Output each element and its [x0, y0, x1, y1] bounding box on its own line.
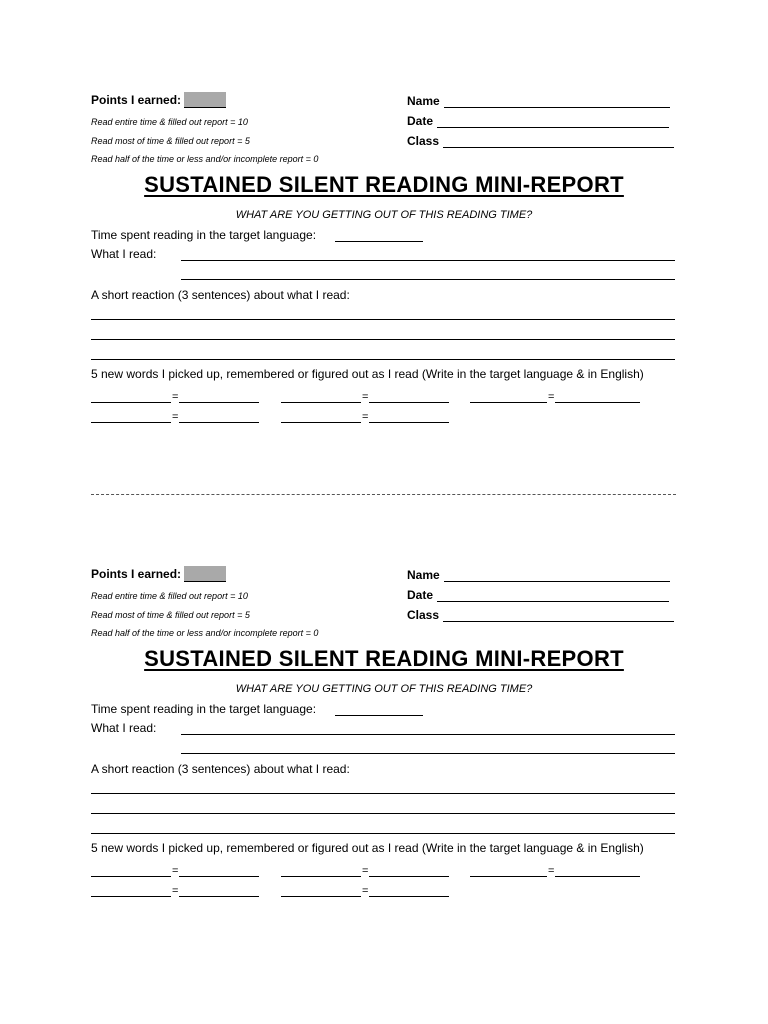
word-target-field[interactable] — [281, 412, 361, 423]
new-words-label: 5 new words I picked up, remembered or figured out as I read (Write in the target language & in English) — [91, 841, 644, 855]
date-field[interactable] — [437, 115, 669, 128]
class-row — [407, 606, 674, 622]
word-target-field[interactable] — [91, 412, 171, 423]
report-title: SUSTAINED SILENT READING MINI-REPORT — [144, 646, 624, 671]
what-i-read-label: What I read: — [91, 721, 157, 735]
word-english-field[interactable] — [179, 412, 259, 423]
word-english-field[interactable] — [179, 866, 259, 877]
word-target-field[interactable] — [470, 392, 547, 403]
equals-sign: = — [172, 391, 179, 403]
time-spent-label: Time spent reading in the target language: — [91, 228, 317, 242]
scoring-rule: Read entire time & filled out report = 10 — [91, 591, 248, 601]
reaction-label: A short reaction (3 sentences) about what I read: — [91, 762, 350, 776]
report-subtitle: WHAT ARE YOU GETTING OUT OF THIS READING TIME? — [235, 209, 533, 221]
word-english-field[interactable] — [179, 886, 259, 897]
word-target-field[interactable] — [91, 866, 171, 877]
equals-sign: = — [362, 885, 369, 897]
new-words-label: 5 new words I picked up, remembered or figured out as I read (Write in the target language & in English) — [91, 367, 644, 381]
word-target-field[interactable] — [91, 392, 171, 403]
points-earned-field[interactable] — [184, 92, 226, 108]
time-spent-field[interactable] — [335, 715, 423, 716]
name-field[interactable] — [444, 95, 670, 108]
equals-sign: = — [172, 411, 179, 423]
class-field[interactable] — [443, 135, 674, 148]
name-label: Name — [407, 94, 440, 108]
name-row — [407, 566, 670, 582]
class-label: Class — [407, 134, 440, 148]
report-2 — [0, 562, 768, 897]
date-row — [407, 112, 669, 128]
class-row — [407, 132, 674, 148]
what-i-read-label: What I read: — [91, 247, 157, 261]
what-i-read-line[interactable] — [181, 734, 675, 735]
equals-sign: = — [362, 865, 369, 877]
what-i-read-line[interactable] — [181, 753, 675, 754]
word-english-field[interactable] — [369, 392, 449, 403]
word-pair[interactable] — [91, 409, 259, 423]
date-field[interactable] — [437, 589, 669, 602]
equals-sign: = — [548, 391, 555, 403]
word-target-field[interactable] — [281, 886, 361, 897]
time-spent-label: Time spent reading in the target language: — [91, 702, 317, 716]
date-label: Date — [407, 588, 434, 602]
class-field[interactable] — [443, 609, 674, 622]
name-row — [407, 92, 670, 108]
points-label: Points I earned: — [91, 567, 182, 581]
what-i-read-line[interactable] — [181, 279, 675, 280]
reaction-label: A short reaction (3 sentences) about what I read: — [91, 288, 350, 302]
date-row — [407, 586, 669, 602]
scoring-rule: Read entire time & filled out report = 10 — [91, 117, 248, 127]
report-title: SUSTAINED SILENT READING MINI-REPORT — [144, 172, 624, 197]
equals-sign: = — [172, 885, 179, 897]
word-pair[interactable] — [470, 863, 640, 877]
word-pair[interactable] — [281, 409, 449, 423]
report-1 — [0, 88, 768, 423]
reaction-line[interactable] — [91, 339, 675, 340]
cut-line — [91, 494, 676, 495]
reaction-line[interactable] — [91, 833, 675, 834]
date-label: Date — [407, 114, 434, 128]
equals-sign: = — [172, 865, 179, 877]
word-english-field[interactable] — [555, 866, 640, 877]
scoring-rule: Read half of the time or less and/or incomplete report = 0 — [91, 628, 319, 638]
scoring-rule: Read most of time & filled out report = 5 — [91, 136, 250, 146]
word-pair[interactable] — [91, 863, 259, 877]
points-earned-field[interactable] — [184, 566, 226, 582]
word-pair[interactable] — [281, 863, 449, 877]
word-english-field[interactable] — [369, 886, 449, 897]
word-english-field[interactable] — [369, 866, 449, 877]
reaction-line[interactable] — [91, 319, 675, 320]
points-label: Points I earned: — [91, 93, 182, 107]
scoring-rule: Read most of time & filled out report = 5 — [91, 610, 250, 620]
equals-sign: = — [548, 865, 555, 877]
what-i-read-line[interactable] — [181, 260, 675, 261]
time-spent-field[interactable] — [335, 241, 423, 242]
reaction-line[interactable] — [91, 793, 675, 794]
word-pair[interactable] — [91, 389, 259, 403]
word-pair[interactable] — [281, 883, 449, 897]
scoring-rule: Read half of the time or less and/or incomplete report = 0 — [91, 154, 319, 164]
word-target-field[interactable] — [281, 392, 361, 403]
word-target-field[interactable] — [470, 866, 547, 877]
word-target-field[interactable] — [281, 866, 361, 877]
word-pair[interactable] — [91, 883, 259, 897]
report-subtitle: WHAT ARE YOU GETTING OUT OF THIS READING TIME? — [235, 683, 533, 695]
class-label: Class — [407, 608, 440, 622]
word-target-field[interactable] — [91, 886, 171, 897]
word-pair[interactable] — [470, 389, 640, 403]
word-english-field[interactable] — [369, 412, 449, 423]
word-pair[interactable] — [281, 389, 449, 403]
reaction-line[interactable] — [91, 813, 675, 814]
equals-sign: = — [362, 411, 369, 423]
reaction-line[interactable] — [91, 359, 675, 360]
name-field[interactable] — [444, 569, 670, 582]
word-english-field[interactable] — [555, 392, 640, 403]
word-english-field[interactable] — [179, 392, 259, 403]
equals-sign: = — [362, 391, 369, 403]
name-label: Name — [407, 568, 440, 582]
